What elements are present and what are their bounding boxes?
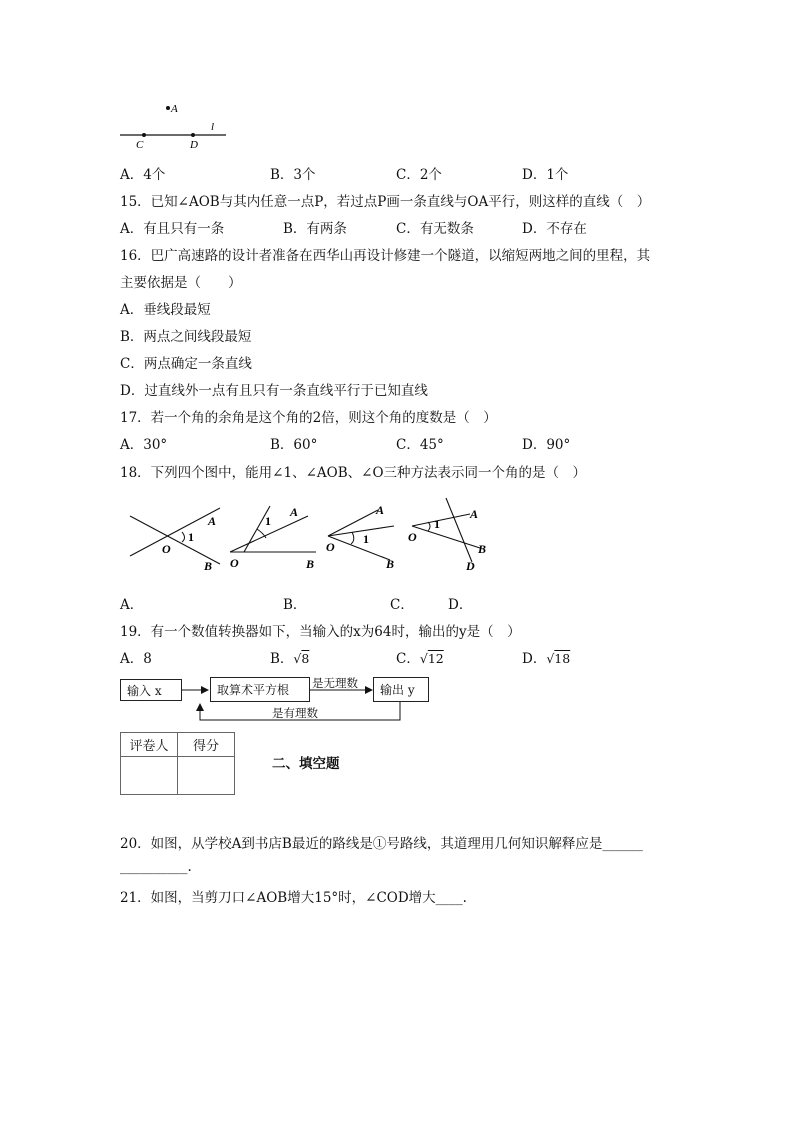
q14-option-d: D．1个: [522, 167, 569, 183]
f1-label-1: 1: [188, 530, 194, 544]
q19-option-b: B．√8: [270, 651, 310, 667]
q18-option-a: A．: [120, 597, 144, 613]
label-l: l: [211, 121, 215, 133]
score-table: [120, 732, 235, 795]
q19-option-d: D．√18: [522, 651, 571, 667]
f2-label-1: 1: [265, 514, 271, 528]
q16-option-d: D．过直线外一点有且只有一条直线平行于已知直线: [120, 383, 428, 399]
q17-option-c: C．45°: [396, 437, 444, 453]
q19-stem: 19．有一个数值转换器如下，当输入的x为64时，输出的y是（ ）: [120, 624, 521, 640]
q15-option-d: D．不存在: [522, 221, 587, 237]
q19-option-a: A．8: [120, 651, 152, 667]
flow-label-rational: 是有理数: [272, 706, 318, 720]
q15-stem: 15．已知∠AOB与其内任意一点P，若过点P画一条直线与OA平行，则这样的直线（ ）: [120, 194, 651, 210]
f3-label-1: 1: [363, 532, 369, 546]
score-header-grader: 评卷人: [121, 733, 178, 757]
q16-option-b: B．两点之间线段最短: [120, 329, 252, 345]
f1-label-B: B: [204, 559, 213, 573]
q16-option-a: A．垂线段最短: [120, 302, 211, 318]
q15-option-b: B．有两条: [283, 221, 347, 237]
q18-option-b: B．: [283, 597, 307, 613]
f3-label-A: A: [376, 503, 385, 517]
q19-option-c: C．√12: [396, 651, 444, 667]
f4-label-A: A: [470, 507, 479, 521]
label-C: C: [136, 139, 144, 151]
f3-label-B: B: [386, 557, 395, 571]
q18-figures: [120, 496, 510, 578]
f4-label-O: O: [408, 530, 417, 544]
f3-label-O: O: [326, 540, 335, 554]
f2-label-O: O: [230, 556, 239, 570]
q17-option-a: A．30°: [120, 437, 168, 453]
label-A: A: [171, 103, 178, 115]
f2-label-B: B: [306, 557, 315, 571]
q15-option-a: A．有且只有一条: [120, 221, 225, 237]
score-header-score: 得分: [178, 733, 235, 757]
q16-stem-line2: 主要依据是（ ）: [120, 275, 242, 291]
q21-stem: 21．如图，当剪刀口∠AOB增大15°时，∠COD增大____.: [120, 890, 467, 906]
q16-stem-line1: 16．巴广高速路的设计者准备在西华山再设计修建一个隧道，以缩短两地之间的里程，其: [120, 248, 651, 264]
q18-option-d: D．: [448, 597, 473, 613]
score-cell-score[interactable]: [178, 757, 235, 795]
q20-line2: __________.: [120, 859, 192, 875]
f4-label-D: D: [466, 559, 475, 573]
f4-label-B: B: [478, 542, 487, 556]
f4-label-1: 1: [434, 517, 440, 531]
q17-option-d: D．90°: [522, 437, 571, 453]
flow-output-box: 输出 y: [373, 677, 429, 702]
q14-option-c: C．2个: [396, 167, 442, 183]
flow-process-box: 取算术平方根: [210, 677, 310, 702]
f1-label-A: A: [208, 514, 217, 528]
sqrt-8: √8: [293, 651, 310, 666]
sqrt-18: √18: [546, 651, 571, 666]
label-D: D: [190, 139, 198, 151]
score-cell-grader[interactable]: [121, 757, 178, 795]
q20-line1: 20．如图，从学校A到书店B最近的路线是①号路线，其道理用几何知识解释应是______: [120, 836, 643, 852]
q18-stem: 18．下列四个图中，能用∠1、∠AOB、∠O三种方法表示同一个角的是（ ）: [120, 465, 587, 481]
q17-stem: 17．若一个角的余角是这个角的2倍，则这个角的度数是（ ）: [120, 410, 497, 426]
q16-option-c: C．两点确定一条直线: [120, 356, 252, 372]
q15-option-c: C．有无数条: [396, 221, 474, 237]
f1-label-O: O: [162, 542, 171, 556]
flow-label-irrational: 是无理数: [312, 676, 358, 690]
q14-option-b: B．3个: [270, 167, 316, 183]
q17-option-b: B．60°: [270, 437, 318, 453]
flow-input-box: 输入 x: [120, 679, 182, 701]
point-line-figure: [116, 98, 236, 154]
f2-label-A: A: [290, 505, 299, 519]
sqrt-12: √12: [419, 651, 444, 666]
section-fill-in-title: 二、填空题: [272, 756, 340, 772]
q18-option-c: C．: [390, 597, 414, 613]
q14-option-a: A．4个: [120, 167, 166, 183]
